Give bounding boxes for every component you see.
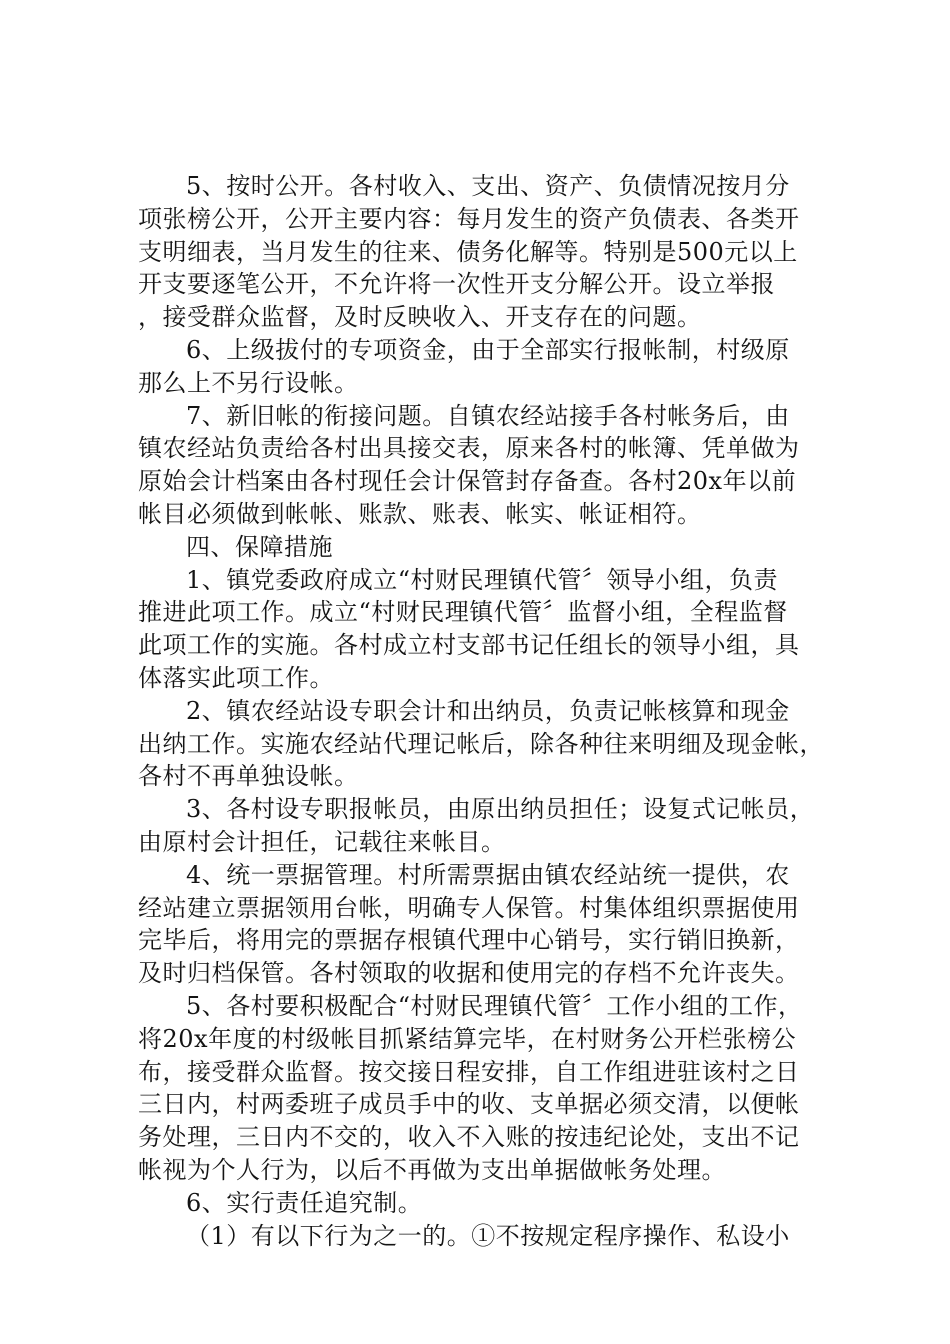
paragraph [138, 695, 824, 793]
text-line: 经站建立票据领用台帐，明确专人保管。村集体组织票据使用 [138, 893, 800, 922]
text-line: 5、各村要积极配合“村财民理镇代管〞工作小组的工作， [186, 991, 803, 1020]
paragraph [138, 564, 810, 695]
text-line: 完毕后，将用完的票据存根镇代理中心销号，实行销旧换新， [138, 926, 800, 955]
text-line: 体落实此项工作。 [138, 663, 334, 692]
text-line: 3、各村设专职报帐员，由原出纳员担任；设复式记帐员， [186, 795, 815, 824]
text-line: 推进此项工作。成立“村财民理镇代管〞监督小组，全程监督 [138, 598, 788, 627]
text-line: 及时归档保管。各村领取的收据和使用完的存档不允许丧失。 [138, 959, 800, 988]
paragraph [138, 400, 810, 531]
text-line: 6、上级拔付的专项资金，由于全部实行报帐制，村级原 [186, 335, 790, 364]
text-line: 5、按时公开。各村收入、支出、资产、负债情况按月分 [186, 172, 790, 200]
text-line: 务处理，三日内不交的，收入不入账的按违纪论处，支出不记 [138, 1123, 800, 1152]
paragraph [138, 793, 815, 859]
paragraph [138, 170, 810, 334]
paragraph [138, 334, 810, 400]
text-line: 将20x年度的村级帐目抓紧结算完毕，在村财务公开栏张榜公 [138, 1024, 797, 1053]
text-line: ，接受群众监督，及时反映收入、开支存在的问题。 [138, 303, 702, 332]
paragraph [138, 1220, 810, 1253]
text-line: 4、统一票据管理。村所需票据由镇农经站统一提供，农 [186, 860, 790, 889]
text-line: 镇农经站负责给各村出具接交表，原来各村的帐簿、凭单做为 [138, 434, 800, 463]
paragraph [138, 1187, 810, 1220]
text-line: 各村不再单独设帐。 [138, 762, 359, 791]
text-line: 原始会计档案由各村现任会计保管封存备查。各村20x年以前 [138, 467, 797, 496]
text-line: 三日内，村两委班子成员手中的收、支单据必须交清，以便帐 [138, 1090, 800, 1119]
text-line: 帐目必须做到帐帐、账款、账表、帐实、帐证相符。 [138, 499, 702, 528]
text-line: 帐视为个人行为，以后不再做为支出单据做帐务处理。 [138, 1155, 726, 1184]
paragraph [138, 859, 810, 990]
text-line: 布，接受群众监督。按交接日程安排，自工作组进驻该村之日 [138, 1057, 800, 1086]
paragraph [138, 531, 810, 564]
text-line: 那么上不另行设帐。 [138, 368, 359, 397]
text-line: 7、新旧帐的衔接问题。自镇农经站接手各村帐务后，由 [186, 401, 790, 430]
text-line: 出纳工作。实施农经站代理记帐后，除各种往来明细及现金帐， [138, 729, 824, 758]
paragraph [138, 990, 810, 1187]
text-line: 由原村会计担任，记载往来帐目。 [138, 827, 506, 856]
text-line: 2、镇农经站设专职会计和出纳员，负责记帐核算和现金 [186, 696, 790, 725]
text-line: （1）有以下行为之一的。①不按规定程序操作、私设小 [186, 1221, 790, 1250]
text-line: 1、镇党委政府成立“村财民理镇代管〞领导小组，负责 [186, 565, 779, 594]
text-line: 项张榜公开，公开主要内容：每月发生的资产负债表、各类开 [138, 204, 800, 233]
text-line: 四、保障措施 [186, 532, 333, 561]
document-body [138, 170, 824, 1252]
text-line: 开支要逐笔公开，不允许将一次性开支分解公开。设立举报 [138, 270, 775, 299]
text-line: 6、实行责任追究制。 [186, 1188, 423, 1217]
text-line: 支明细表，当月发生的往来、债务化解等。特别是500元以上 [138, 237, 798, 266]
text-line: 此项工作的实施。各村成立村支部书记任组长的领导小组，具 [138, 631, 800, 660]
